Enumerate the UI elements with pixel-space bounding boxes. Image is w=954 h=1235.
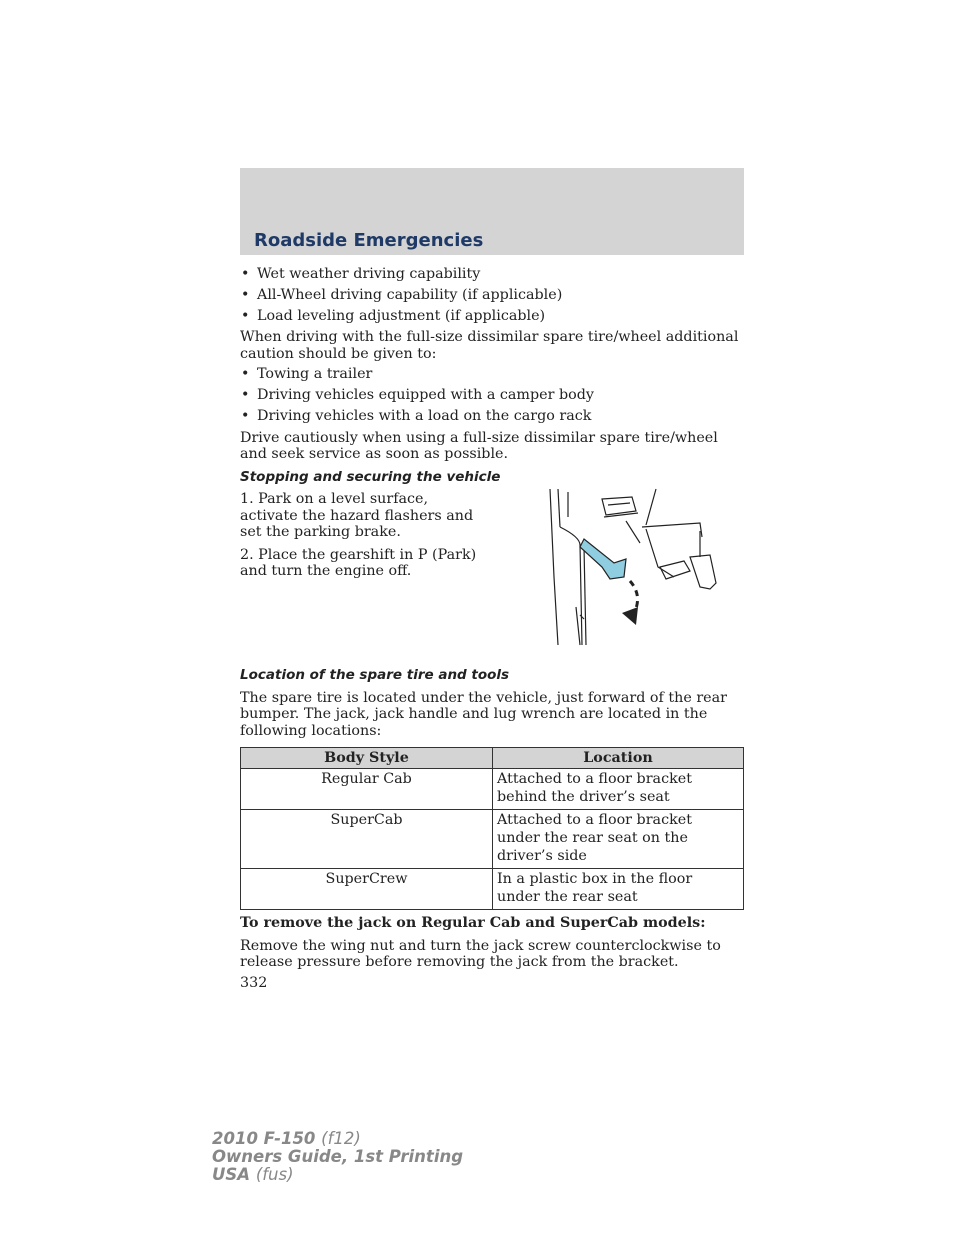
body-style-cell: SuperCab — [241, 810, 493, 869]
table-header-row — [241, 748, 744, 769]
section-header-band — [240, 168, 744, 255]
bullet-text: Driving vehicles equipped with a camper body — [257, 387, 594, 404]
footer-market: USA — [212, 1165, 251, 1184]
arrow-down-icon — [622, 607, 638, 625]
bullet-text: Towing a trailer — [257, 366, 373, 383]
location-cell: Attached to a floor bracket under the rear seat on the driver’s side — [493, 810, 744, 869]
bullet-item — [240, 287, 744, 304]
page-number: 332 — [240, 974, 268, 991]
step-2: 2. Place the gearshift in P (Park) and turn the engine off. — [240, 546, 477, 580]
bullet-text: Driving vehicles with a load on the cargo rack — [257, 408, 592, 425]
bullet-text: All-Wheel driving capability (if applicable) — [257, 287, 563, 304]
paragraph-jack-removal: Remove the wing nut and turn the jack screw counterclockwise to release pressure before removing the jack from the bracket. — [240, 937, 721, 971]
parking-brake-illustration — [540, 487, 730, 647]
steps-list — [240, 491, 490, 580]
document-footer — [212, 1130, 463, 1184]
bullet-dot: • — [241, 408, 250, 425]
bullet-item — [240, 308, 744, 325]
page-content — [240, 266, 744, 991]
jack-removal-heading: To remove the jack on Regular Cab and SuperCab models: — [240, 915, 706, 932]
subheading-location: Location of the spare tire and tools — [240, 667, 510, 684]
table-row — [241, 769, 744, 810]
stopping-section — [240, 491, 744, 661]
step-1: 1. Park on a level surface, activate the hazard flashers and set the parking brake. — [240, 491, 474, 541]
bullet-item — [240, 387, 744, 404]
bullet-dot: • — [241, 266, 250, 282]
bullet-dot: • — [241, 387, 250, 404]
bullet-dot: • — [241, 287, 250, 304]
location-cell: Attached to a floor bracket behind the driver’s seat — [493, 769, 744, 810]
column-header-location: Location — [493, 748, 744, 769]
bullet-item — [240, 408, 744, 425]
footer-line-1 — [212, 1130, 463, 1148]
bullet-dot: • — [241, 366, 250, 383]
column-header-body-style: Body Style — [241, 748, 493, 769]
body-style-cell: SuperCrew — [241, 869, 493, 910]
paragraph-location-intro: The spare tire is located under the vehicle, just forward of the rear bumper. The jack, jack handle and lug wrench are located in the following locations: — [240, 689, 727, 739]
bullet-text: Wet weather driving capability — [257, 266, 481, 282]
bullet-text: Load leveling adjustment (if applicable) — [257, 308, 546, 325]
location-cell: In a plastic box in the floor under the rear seat — [493, 869, 744, 910]
parking-brake-lever-icon — [580, 539, 626, 579]
table-row — [241, 810, 744, 869]
table-row — [241, 869, 744, 910]
paragraph-drive-cautiously: Drive cautiously when using a full-size dissimilar spare tire/wheel and seek service as soon as possible. — [240, 429, 718, 463]
paragraph-caution: When driving with the full-size dissimilar spare tire/wheel additional caution should be given to: — [240, 329, 739, 362]
footer-model: 2010 F-150 — [212, 1129, 316, 1148]
footer-line-2: Owners Guide, 1st Printing — [212, 1147, 464, 1166]
bullet-item — [240, 266, 744, 283]
bullet-item — [240, 366, 744, 383]
footer-line-3 — [212, 1166, 463, 1184]
footer-market-code: (fus) — [255, 1165, 294, 1184]
body-style-cell: Regular Cab — [241, 769, 493, 810]
subheading-stopping: Stopping and securing the vehicle — [240, 468, 501, 485]
bullet-dot: • — [241, 308, 250, 325]
footer-model-code: (f12) — [321, 1129, 361, 1148]
jack-location-table — [240, 747, 744, 910]
section-title: Roadside Emergencies — [254, 230, 484, 251]
